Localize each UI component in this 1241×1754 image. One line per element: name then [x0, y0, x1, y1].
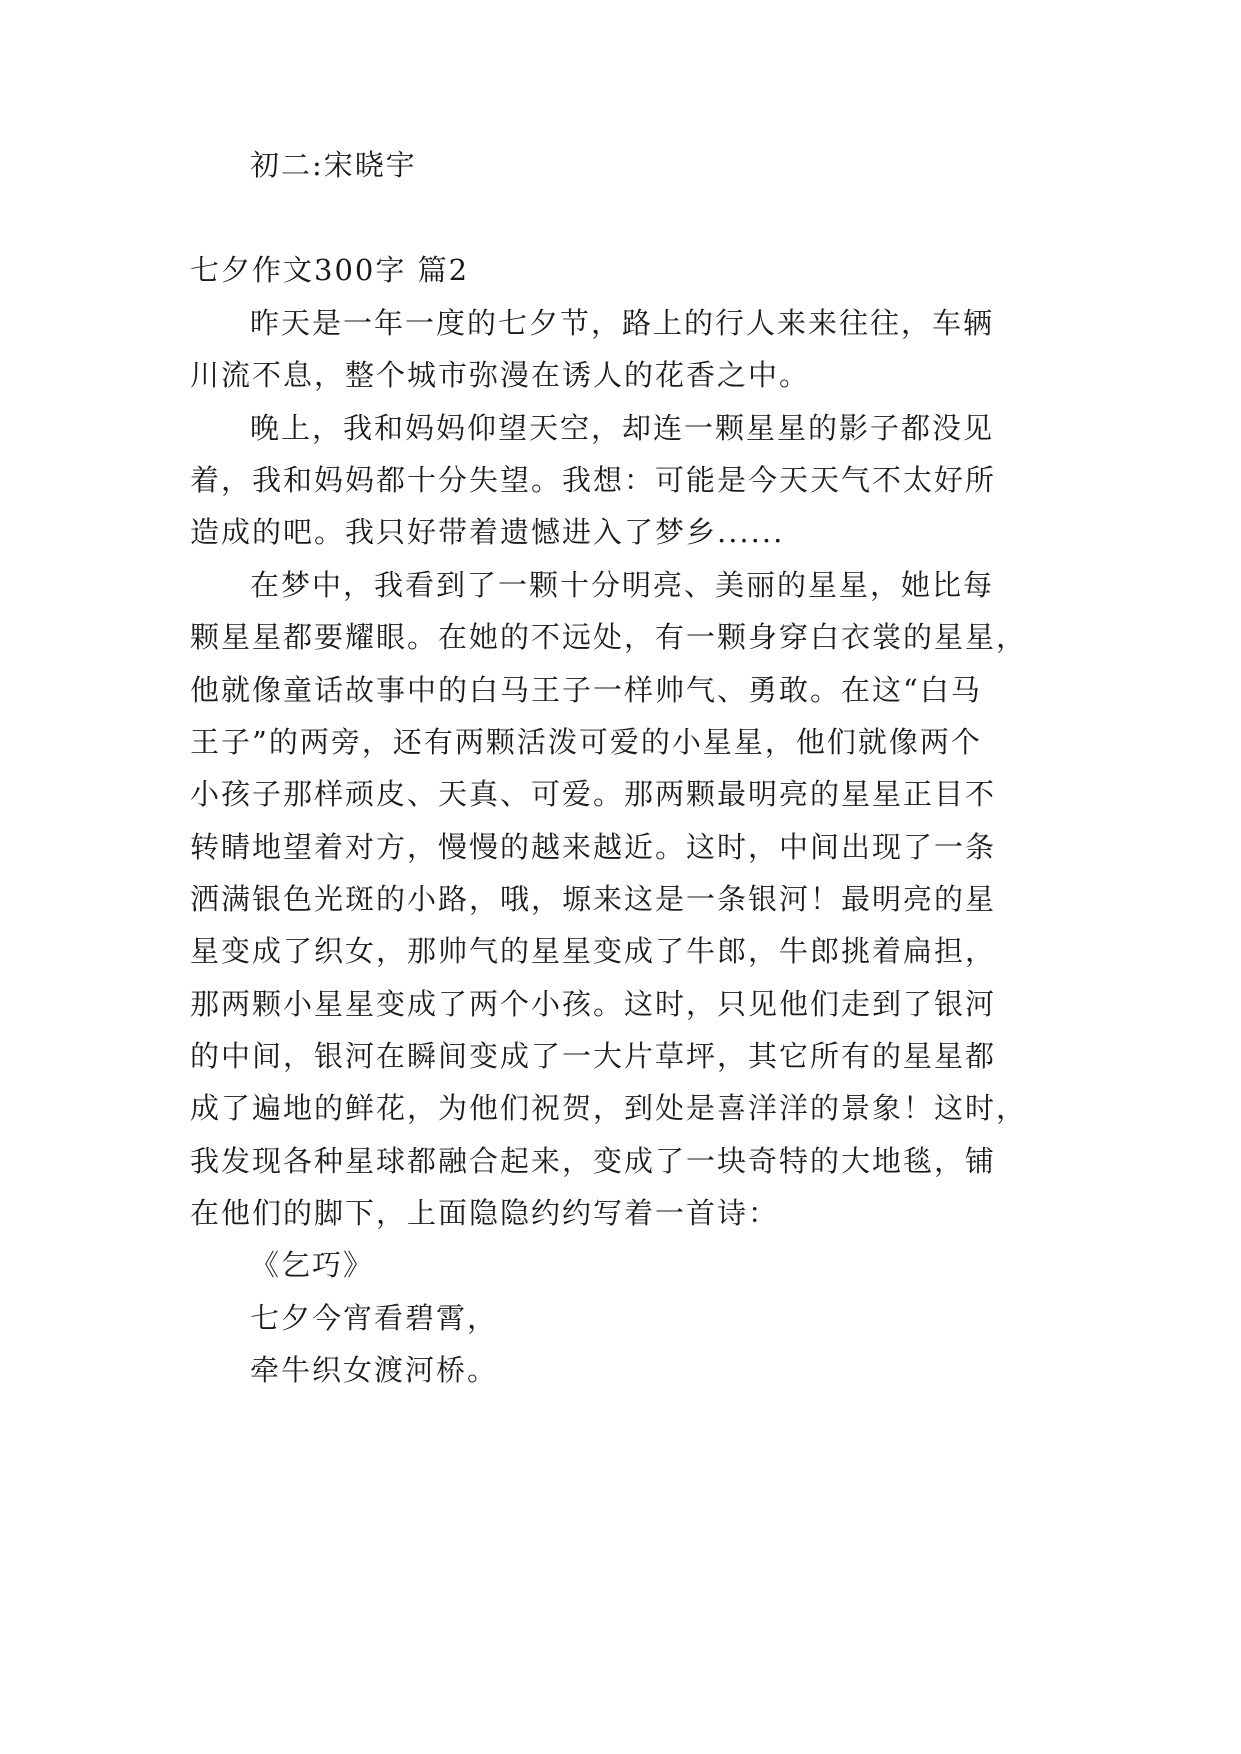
poem-line-2: 牵牛织女渡河桥。: [250, 1353, 499, 1387]
paragraph-3-line-11: 成了遍地的鲜花，为他们祝贺，到处是喜洋洋的景象！这时，: [190, 1091, 1028, 1125]
paragraph-3-line-2: 颗星星都要耀眼。在她的不远处，有一颗身穿白衣裳的星星，: [190, 620, 1028, 654]
paragraph-1-line-1: 昨天是一年一度的七夕节，路上的行人来来往往，车辆: [250, 306, 995, 340]
paragraph-3-line-4: 王子”的两旁，还有两颗活泼可爱的小星星，他们就像两个: [190, 725, 982, 759]
paragraph-2-line-2: 着，我和妈妈都十分失望。我想：可能是今天天气不太好所: [190, 463, 997, 497]
paragraph-3-line-7: 洒满银色光斑的小路，哦，塬来这是一条银河！最明亮的星: [190, 882, 997, 916]
author-line: 初二:宋晓宇: [250, 148, 417, 182]
paragraph-1-line-2: 川流不息，整个城市弥漫在诱人的花香之中。: [190, 358, 811, 392]
paragraph-3-line-5: 小孩子那样顽皮、天真、可爱。那两颗最明亮的星星正目不: [190, 777, 997, 811]
paragraph-3-line-8: 星变成了织女，那帅气的星星变成了牛郎，牛郎挑着扁担，: [190, 934, 997, 968]
paragraph-2-line-1: 晚上，我和妈妈仰望天空，却连一颗星星的影子都没见: [250, 411, 995, 445]
paragraph-3-line-3: 他就像童话故事中的白马王子一样帅气、勇敢。在这“白马: [190, 673, 982, 707]
paragraph-3-line-6: 转睛地望着对方，慢慢的越来越近。这时，中间出现了一条: [190, 830, 997, 864]
poem-title: 《乞巧》: [250, 1248, 375, 1282]
section-title: 七夕作文300字 篇2: [190, 253, 470, 287]
poem-line-1: 七夕今宵看碧霄，: [250, 1301, 499, 1335]
paragraph-2-line-3: 造成的吧。我只好带着遗憾进入了梦乡......: [190, 515, 785, 549]
paragraph-3-line-12: 我发现各种星球都融合起来，变成了一块奇特的大地毯，铺: [190, 1144, 997, 1178]
paragraph-3-line-13: 在他们的脚下，上面隐隐约约写着一首诗：: [190, 1196, 780, 1230]
paragraph-3-line-1: 在梦中，我看到了一颗十分明亮、美丽的星星，她比每: [250, 568, 995, 602]
paragraph-3-line-10: 的中间，银河在瞬间变成了一大片草坪，其它所有的星星都: [190, 1039, 997, 1073]
paragraph-3-line-9: 那两颗小星星变成了两个小孩。这时，只见他们走到了银河: [190, 987, 997, 1021]
